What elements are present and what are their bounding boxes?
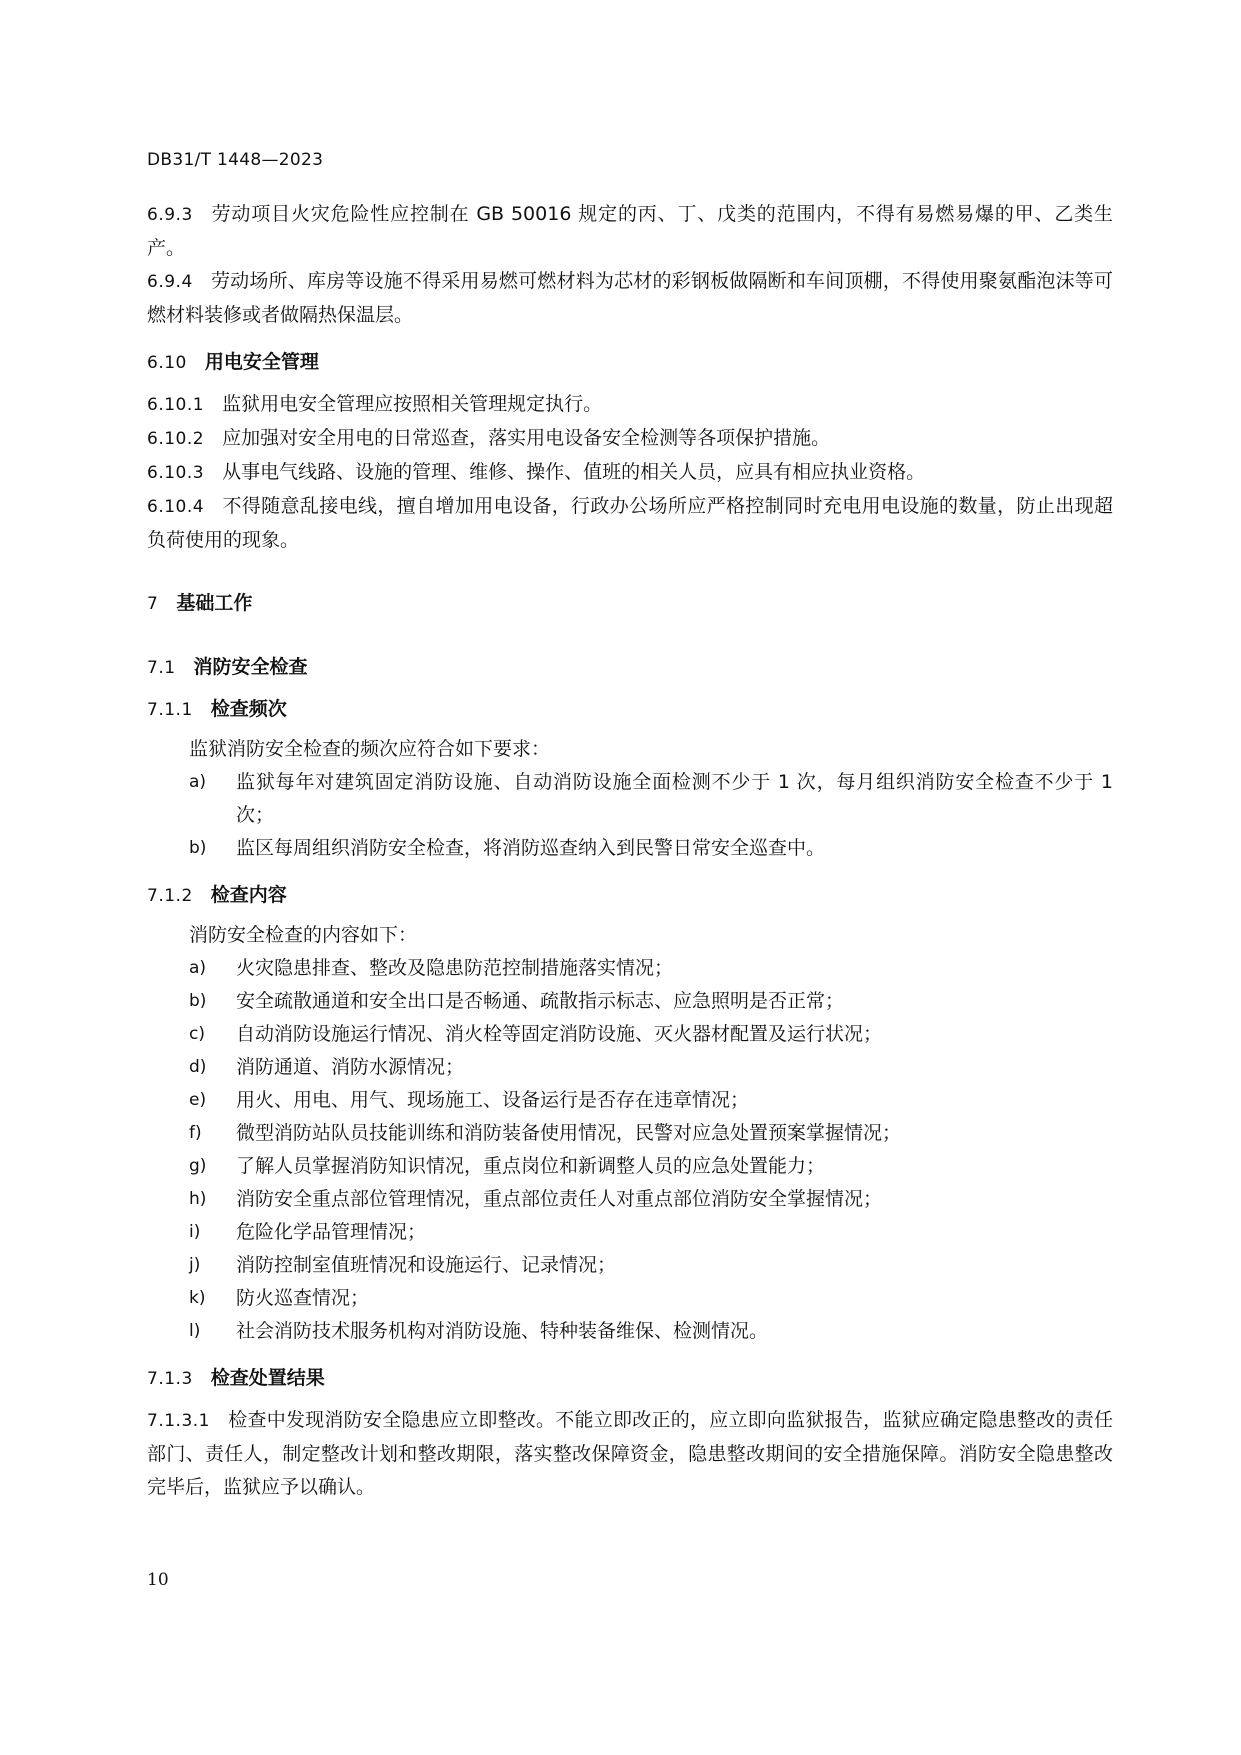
list-item-text: 消防通道、消防水源情况； xyxy=(236,1056,465,1078)
list-item-text: 监区每周组织消防安全检查，将消防巡查纳入到民警日常安全巡查中。 xyxy=(236,837,826,859)
list-marker: f) xyxy=(189,1123,202,1143)
frequency-list xyxy=(147,766,1113,865)
heading-7-1 xyxy=(147,651,1113,685)
clause-text: 监狱用电安全管理应按照相关管理规定执行。 xyxy=(222,393,603,415)
list-item xyxy=(147,1282,1113,1315)
clause-number: 6.10.3 xyxy=(147,463,205,483)
list-item xyxy=(147,832,1113,865)
list-marker: d) xyxy=(189,1057,207,1077)
list-item xyxy=(147,952,1113,985)
heading-number: 7.1 xyxy=(147,658,176,678)
list-marker: j) xyxy=(189,1255,201,1275)
clause-number: 6.10.1 xyxy=(147,395,205,415)
list-item-text: 消防控制室值班情况和设施运行、记录情况； xyxy=(236,1254,617,1276)
heading-7-1-3 xyxy=(147,1362,1113,1396)
clause-text: 劳动场所、库房等设施不得采用易燃可燃材料为芯材的彩钢板做隔断和车间顶棚，不得使用聚氨酯泡沫等可燃材料装修或者做隔热保温层。 xyxy=(147,270,1113,326)
list-item-text: 监狱每年对建筑固定消防设施、自动消防设施全面检测不少于 1 次，每月组织消防安全检查不少于 1 次； xyxy=(236,771,1113,826)
clause-6-10-3 xyxy=(147,456,1113,490)
list-item xyxy=(147,1216,1113,1249)
list-item xyxy=(147,1117,1113,1150)
list-item xyxy=(147,766,1113,832)
clause-number: 6.9.3 xyxy=(147,205,193,225)
heading-title: 检查频次 xyxy=(210,698,287,720)
list-item-text: 用火、用电、用气、现场施工、设备运行是否存在违章情况； xyxy=(236,1089,750,1111)
list-marker: i) xyxy=(189,1222,201,1242)
clause-text: 不得随意乱接电线，擅自增加用电设备，行政办公场所应严格控制同时充电用电设施的数量，防止出现超负荷使用的现象。 xyxy=(147,495,1113,551)
heading-title: 消防安全检查 xyxy=(193,656,308,678)
list-marker: g) xyxy=(189,1156,207,1176)
list-item-text: 火灾隐患排查、整改及隐患防范控制措施落实情况； xyxy=(236,957,674,979)
list-item-text: 社会消防技术服务机构对消防设施、特种装备维保、检测情况。 xyxy=(236,1320,769,1342)
clause-text: 应加强对安全用电的日常巡查，落实用电设备安全检测等各项保护措施。 xyxy=(222,427,831,449)
heading-number: 7.1.3 xyxy=(147,1369,193,1389)
page-number: 10 xyxy=(147,1570,169,1590)
heading-number: 7.1.2 xyxy=(147,886,193,906)
content-list xyxy=(147,952,1113,1348)
page-content xyxy=(147,198,1113,1504)
list-marker: a) xyxy=(189,958,207,978)
clause-number: 6.10.4 xyxy=(147,497,205,517)
list-item-text: 防火巡查情况； xyxy=(236,1287,370,1309)
list-item-text: 消防安全重点部位管理情况，重点部位责任人对重点部位消防安全掌握情况； xyxy=(236,1188,883,1210)
heading-7 xyxy=(147,587,1113,621)
list-marker: l) xyxy=(189,1321,201,1341)
list-marker: k) xyxy=(189,1288,206,1308)
clause-6-9-4 xyxy=(147,265,1113,332)
list-item xyxy=(147,1183,1113,1216)
heading-number: 7 xyxy=(147,594,159,614)
clause-number: 7.1.3.1 xyxy=(147,1411,210,1431)
clause-6-10-1 xyxy=(147,388,1113,422)
heading-title: 检查处置结果 xyxy=(210,1367,325,1389)
clause-7-1-3-1 xyxy=(147,1404,1113,1504)
heading-7-1-1 xyxy=(147,693,1113,727)
heading-7-1-2 xyxy=(147,879,1113,913)
section-intro: 消防安全检查的内容如下： xyxy=(189,924,418,946)
section-intro: 监狱消防安全检查的频次应符合如下要求： xyxy=(189,738,551,760)
list-item xyxy=(147,1051,1113,1084)
list-marker: b) xyxy=(189,991,207,1011)
list-item-text: 自动消防设施运行情况、消火栓等固定消防设施、灭火器材配置及运行状况； xyxy=(236,1023,883,1045)
list-marker: h) xyxy=(189,1189,207,1209)
clause-6-10-2 xyxy=(147,422,1113,456)
heading-title: 检查内容 xyxy=(210,884,287,906)
clause-6-10-4 xyxy=(147,490,1113,557)
clause-6-9-3 xyxy=(147,198,1113,265)
list-marker: c) xyxy=(189,1024,205,1044)
list-item-text: 安全疏散通道和安全出口是否畅通、疏散指示标志、应急照明是否正常； xyxy=(236,990,845,1012)
heading-6-10 xyxy=(147,346,1113,380)
standard-code: DB31/T 1448—2023 xyxy=(147,150,324,170)
list-item xyxy=(147,985,1113,1018)
clause-text: 从事电气线路、设施的管理、维修、操作、值班的相关人员，应具有相应执业资格。 xyxy=(222,461,926,483)
clause-text: 检查中发现消防安全隐患应立即整改。不能立即改正的，应立即向监狱报告，监狱应确定隐患整改的责任部门、责任人，制定整改计划和整改期限，落实整改保障资金，隐患整改期间的安全措施保障。消防安全隐患整改完毕后，监狱应予以确认。 xyxy=(147,1409,1113,1498)
list-item-text: 微型消防站队员技能训练和消防装备使用情况，民警对应急处置预案掌握情况； xyxy=(236,1122,902,1144)
list-item xyxy=(147,1249,1113,1282)
list-item xyxy=(147,1084,1113,1117)
heading-number: 6.10 xyxy=(147,353,187,373)
list-item-text: 危险化学品管理情况； xyxy=(236,1221,427,1243)
list-marker: b) xyxy=(189,838,207,858)
list-marker: a) xyxy=(189,772,207,792)
list-item-text: 了解人员掌握消防知识情况，重点岗位和新调整人员的应急处置能力； xyxy=(236,1155,826,1177)
list-item xyxy=(147,1315,1113,1348)
list-marker: e) xyxy=(189,1090,207,1110)
heading-title: 基础工作 xyxy=(176,592,253,614)
list-item xyxy=(147,1150,1113,1183)
heading-number: 7.1.1 xyxy=(147,700,193,720)
clause-text: 劳动项目火灾危险性应控制在 GB 50016 规定的丙、丁、戊类的范围内，不得有易燃易爆的甲、乙类生产。 xyxy=(147,203,1113,259)
list-item xyxy=(147,1018,1113,1051)
clause-number: 6.9.4 xyxy=(147,272,193,292)
heading-title: 用电安全管理 xyxy=(204,351,319,373)
clause-number: 6.10.2 xyxy=(147,429,205,449)
